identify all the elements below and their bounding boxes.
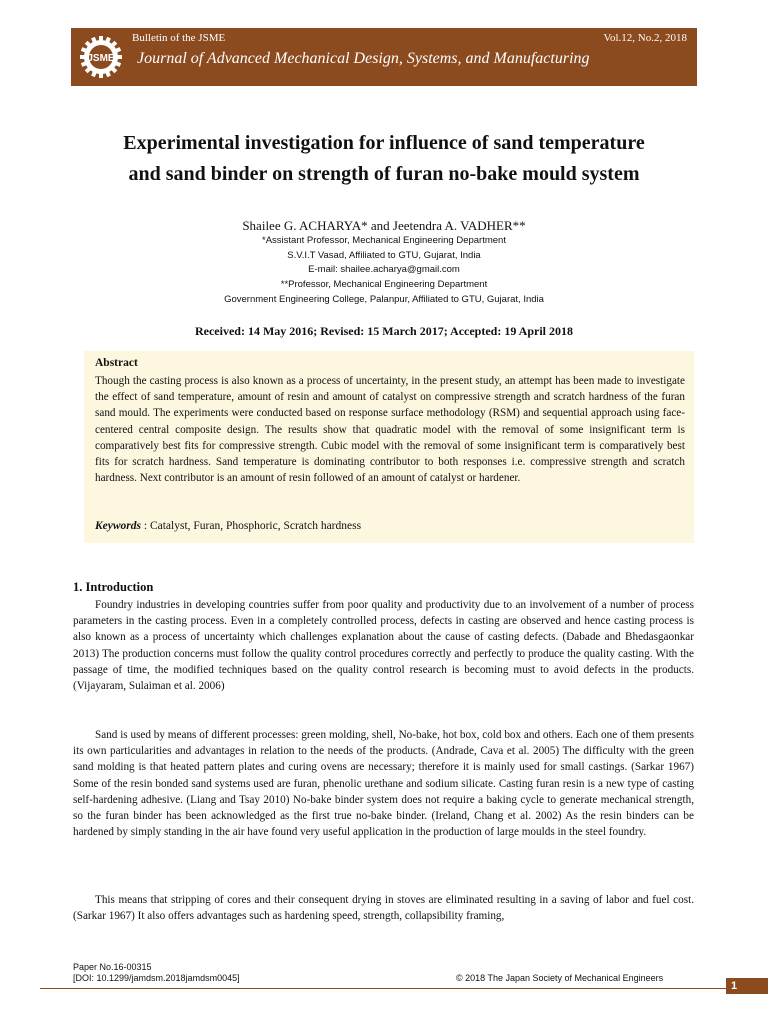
volume-label: Vol.12, No.2, 2018 bbox=[603, 32, 687, 44]
title-line: and sand binder on strength of furan no-bake mould system bbox=[128, 163, 640, 185]
paragraph: Sand is used by means of different processes: green molding, shell, No-bake, hot box, cold box and others. Each one of them presents its own particularities and advantages in relation to the needs of the products. (Andrade, Cava et al. 2005) The difficulty with the green sand molding is that heated pattern plates and curing ovens are necessary; therefore it is mainly used for small castings. (Sarkar 1967) Some of the resin bonded sand systems used are furan, phenolic urethane and sodium silicate. Casting furan resin is a new type of casting self-hardening adhesive. (Liang and Tsay 2010) No-bake binder system does not require a baking cycle to generate mechanical strength, so the furan binder has been acknowledged as the first true no-bake binder. (Ireland, Chang et al. 2002) As the resin binders can be hardened by simply standing in the air have found very useful application in the production of large moulds in the steel foundry. bbox=[73, 729, 694, 839]
keywords-list: : Catalyst, Furan, Phosphoric, Scratch hardness bbox=[141, 520, 362, 532]
paper-number: Paper No.16-00315 bbox=[73, 962, 152, 972]
logo-text: JSME bbox=[87, 53, 115, 64]
title-line: Experimental investigation for influence of sand temperature bbox=[123, 132, 645, 154]
doi[interactable]: [DOI: 10.1299/jamdsm.2018jamdsm0045] bbox=[73, 973, 240, 983]
affiliation-line: **Professor, Mechanical Engineering Department bbox=[280, 279, 488, 290]
affiliation-line: *Assistant Professor, Mechanical Engineering Department bbox=[262, 235, 506, 246]
abstract-text: Though the casting process is also known as a process of uncertainty, in the present study, an attempt has been made to investigate the effect of sand temperature, amount of resin and amount of catalyst on compressive strength and scratch hardness of the furan sand mould. The experiments were conducted based on response surface methodology (RSM) and sequential approach using face-centered central composite design. The results show that quadratic model with the removal of some insignificant term is comparatively best fits for compressive strength. Cubic model with the removal of some insignificant term is comparatively best fits for scratch hardness. Sand temperature is dominating contributor to both responses i.e. compressive strength and scratch hardness. Next contributor is an amount of resin followed of an amount of catalyst or hardener. bbox=[95, 375, 685, 485]
journal-name: Journal of Advanced Mechanical Design, Systems, and Manufacturing bbox=[137, 50, 590, 67]
jsme-gear-logo-icon bbox=[79, 35, 123, 79]
footer-paper-info bbox=[73, 962, 240, 984]
affiliation-line: S.V.I.T Vasad, Affiliated to GTU, Gujarat, India bbox=[287, 250, 481, 261]
paragraph: Foundry industries in developing countries suffer from poor quality and productivity due to an involvement of a number of process parameters in the casting process. Even in a completely controlled process, defects in casting are observed and hence casting process is also known as a process of uncertainty which challenges explanation about the cause of casting defects. (Dabade and Bhedasgaonkar 2013) The production concerns must follow the quality control procedures correctly and perfectly to produce the quality casting. With the passage of time, the modified techniques based on the quality control research is becoming must to avoid defects in the products.(Vijayaram, Sulaiman et al. 2006) bbox=[73, 599, 694, 693]
journal-banner bbox=[71, 28, 697, 86]
received-dates: Received: 14 May 2016; Revised: 15 March 2017; Accepted: 19 April 2018 bbox=[194, 324, 574, 338]
keywords-label: Keywords bbox=[95, 520, 141, 532]
copyright: © 2018 The Japan Society of Mechanical Engineers bbox=[456, 973, 664, 983]
email-line[interactable]: E-mail: shailee.acharya@gmail.com bbox=[308, 264, 460, 275]
footer-divider bbox=[40, 988, 726, 989]
paragraph: This means that stripping of cores and their consequent drying in stoves are eliminated resulting in a saving of labor and fuel cost. (Sarkar 1967) It also offers advantages such as hardening speed, strength, collapsibility framing, bbox=[73, 894, 694, 923]
authors: Shailee G. ACHARYA* and Jeetendra A. VADHER** bbox=[242, 218, 526, 233]
paper-title bbox=[40, 128, 728, 190]
abstract-box bbox=[84, 351, 694, 543]
keywords bbox=[95, 520, 361, 532]
page-number: 1 bbox=[726, 978, 768, 994]
section-heading: 1. Introduction bbox=[73, 580, 154, 594]
bulletin-label: Bulletin of the JSME bbox=[132, 32, 226, 44]
affiliation-line: Government Engineering College, Palanpur, Affiliated to GTU, Gujarat, India bbox=[224, 294, 544, 305]
abstract-heading: Abstract bbox=[95, 357, 138, 369]
